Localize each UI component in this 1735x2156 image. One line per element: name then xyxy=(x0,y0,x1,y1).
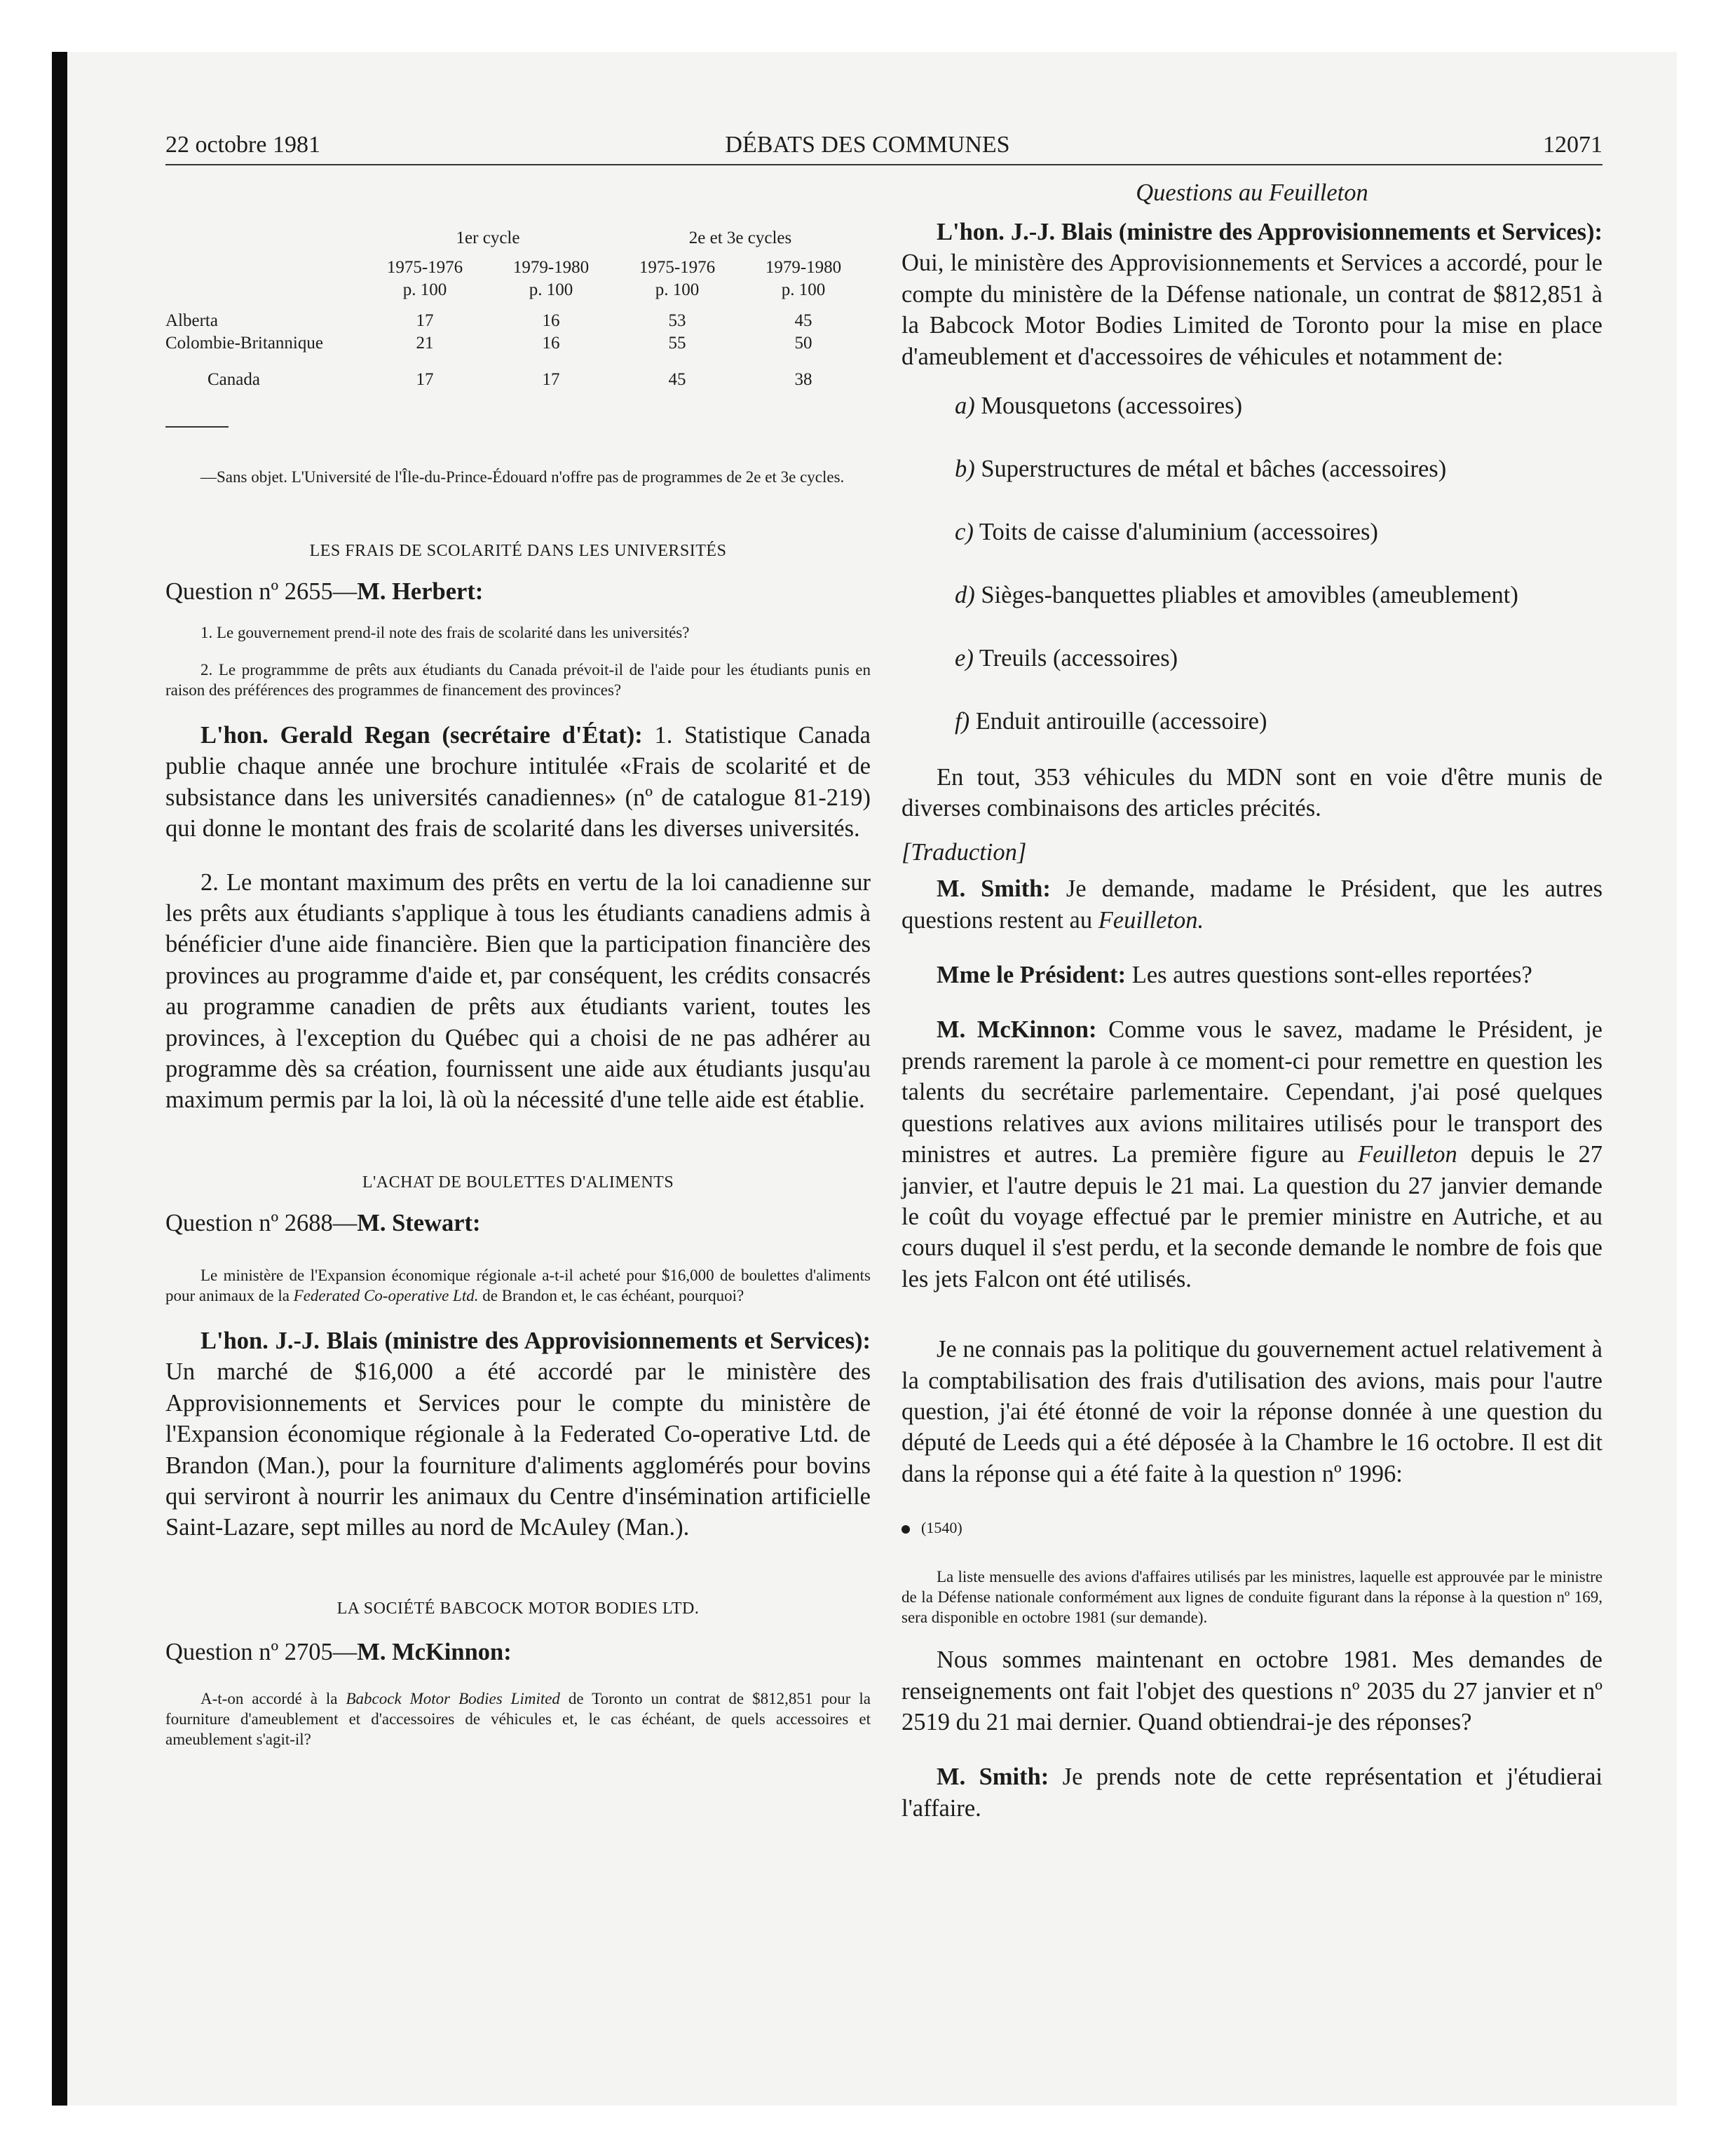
question-number: Question nº 2705— xyxy=(165,1638,358,1665)
question-line xyxy=(165,576,871,607)
time-marker-text: (1540) xyxy=(921,1519,962,1537)
list-item xyxy=(901,517,1603,547)
answer-paragraph xyxy=(901,217,1603,372)
right-column xyxy=(901,179,1603,1824)
table-cell: 45 xyxy=(668,370,686,389)
left-column xyxy=(165,175,871,1749)
speech-text: Les autres questions sont-elles reportées? xyxy=(1131,962,1532,989)
table-row xyxy=(165,300,866,331)
bullet-icon xyxy=(901,1525,910,1534)
speaker-name: M. Smith: xyxy=(937,875,1051,903)
table-cell: 45 xyxy=(794,311,812,330)
question-member: M. Stewart: xyxy=(357,1209,481,1236)
question-text: 2. Le programmme de prêts aux étudiants du Canada prévoit-il de l'aide pour les étudiants punis en raison des préférences des programmes de financement des provinces? xyxy=(165,661,871,699)
list-text: Mousquetons (accessoires) xyxy=(981,393,1243,420)
answer-text: Un marché de $16,000 a été accordé par le ministère des Approvisionnements et Services pour le compte du ministère de l'Expansion économique régionale à la Federated Co-operative Ltd. de Brandon (Man.), pour la fourniture d'aliments agglomérés pour bovins qui serviront à nourrir les animaux du Centre d'insémination artificielle Saint-Lazare, sept milles au nord de McAuley (Man.). xyxy=(165,1358,871,1541)
question-line xyxy=(165,1637,871,1667)
time-marker xyxy=(901,1519,1603,1537)
speech-text: Comme vous le savez, madame le Président, je prends rarement la parole à ce moment-ci pour remettre en question les talents du secrétaire parlementaire. Cependant, j'ai posé quelques questions relatives aux avions militaires utilisés pour le transport des ministres et autres. La première figure au xyxy=(901,1016,1603,1168)
answer-text: Oui, le ministère des Approvisionnements et Services a accordé, pour le compte du ministère de la Défense nationale, un contrat de $812,851 à la Babcock Motor Bodies Limited de Toronto pour la mise en place d'ameublement et d'accessoires de véhicules et notamment de: xyxy=(901,250,1603,370)
answer-text: 1. Statistique Canada publie chaque année une brochure intitulée «Frais de scolarité et de subsistance dans les universités canadiennes» (nº de catalogue 81-219) qui donne le montant des frais de scolarité dans les diverses universités. xyxy=(165,722,871,842)
speech-paragraph xyxy=(901,873,1603,936)
table-row-label: Alberta xyxy=(165,311,218,330)
question-text xyxy=(165,1688,871,1749)
question-text-part: Le ministère de l'Expansion économique régionale a-t-il acheté pour $16,000 de boulettes d'aliments pour animaux de la xyxy=(165,1266,871,1304)
question-text-part: de Brandon et, le cas échéant, pourquoi? xyxy=(478,1286,744,1304)
speech-text: Je prends note de cette représentation et j'étudierai l'affaire. xyxy=(901,1763,1603,1822)
table-cell: 53 xyxy=(668,311,686,330)
summary-paragraph: En tout, 353 véhicules du MDN sont en voie d'être munis de diverses combinaisons des articles précités. xyxy=(901,764,1603,822)
table-cell: 17 xyxy=(416,370,434,389)
list-item xyxy=(901,580,1603,610)
table-year: 1975-1976 xyxy=(639,258,716,277)
quoted-answer: La liste mensuelle des avions d'affaires utilisés par les ministres, laquelle est approuvée par le ministre de la Défense nationale conformément aux lignes de conduite figurant dans la réponse à la question nº 169, sera disponible en octobre 1981 (sur demande). xyxy=(901,1568,1603,1627)
list-letter: b) xyxy=(955,456,975,483)
table-unit: p. 100 xyxy=(781,280,826,299)
table-group-header xyxy=(165,226,866,248)
company-name: Federated Co-operative Ltd. xyxy=(293,1286,479,1304)
speaker-name: L'hon. J.-J. Blais (ministre des Approvisionnements et Services): xyxy=(937,219,1603,245)
speech-paragraph xyxy=(901,1761,1603,1824)
question-number: Question nº 2688— xyxy=(165,1209,358,1236)
list-text: Toits de caisse d'aluminium (accessoires) xyxy=(979,519,1378,546)
list-letter: e) xyxy=(955,645,974,672)
table-row xyxy=(165,353,866,390)
section-heading: L'ACHAT DE BOULETTES D'ALIMENTS xyxy=(362,1173,674,1192)
table-unit-row xyxy=(165,278,866,300)
list-letter: c) xyxy=(955,519,974,546)
table-cell: 17 xyxy=(416,311,434,330)
accessory-list xyxy=(901,390,1603,737)
list-text: Sièges-banquettes pliables et amovibles (ameublement) xyxy=(981,582,1518,609)
question-text-part: A-t-on accordé à la xyxy=(200,1689,346,1707)
table-row-label: Colombie-Britannique xyxy=(165,334,323,353)
list-letter: d) xyxy=(955,582,975,609)
translation-marker: [Traduction] xyxy=(901,838,1027,866)
table-year-row xyxy=(165,248,866,278)
table-row-label: Canada xyxy=(207,370,260,389)
speaker-name: L'hon. Gerald Regan (secrétaire d'État): xyxy=(200,722,643,749)
question-number: Question nº 2655— xyxy=(165,578,358,605)
speech-text: depuis le 27 janvier, et l'autre depuis le 21 mai. La question du 27 janvier demande le coût du voyage effectué par le premier ministre en Autriche, et au cours duquel il s'est perdu, et la seconde demande le nombre de fois que les jets Falcon ont été utilisés. xyxy=(901,1141,1603,1292)
speaker-name: M. McKinnon: xyxy=(937,1016,1097,1044)
list-text: Treuils (accessoires) xyxy=(979,645,1178,672)
question-text: 1. Le gouvernement prend-il note des frais de scolarité dans les universités? xyxy=(200,624,690,641)
table-unit: p. 100 xyxy=(402,280,447,299)
header-date: 22 octobre 1981 xyxy=(165,132,320,158)
list-item xyxy=(901,390,1603,421)
question-text xyxy=(165,1265,871,1306)
table-cell: 16 xyxy=(542,334,560,353)
table-year: 1975-1976 xyxy=(386,258,463,277)
speech-italic: Feuilleton xyxy=(1358,1141,1457,1168)
table-unit: p. 100 xyxy=(529,280,573,299)
answer-paragraph xyxy=(165,1325,871,1543)
table-footnote: —Sans objet. L'Université de l'Île-du-Prince-Édouard n'offre pas de programmes de 2e et 3e cycles. xyxy=(200,468,845,486)
table-row xyxy=(165,331,866,353)
question-member: M. McKinnon: xyxy=(357,1638,512,1665)
question-member: M. Herbert: xyxy=(357,578,484,605)
list-item xyxy=(901,643,1603,674)
question-text-part: de Toronto un contrat de $812,851 pour la fourniture d'ameublement et d'accessoires de véhicules et, le cas échéant, de quels accessoires et ameublement s'agit-il? xyxy=(165,1689,871,1748)
table-cell: 55 xyxy=(668,334,686,353)
speech-paragraph: Nous sommes maintenant en octobre 1981. Mes demandes de renseignements ont fait l'objet des questions nº 2035 du 27 janvier et nº 2519 du 21 mai dernier. Quand obtiendrai-je des réponses? xyxy=(901,1646,1603,1735)
section-heading: Questions au Feuilleton xyxy=(1136,179,1368,206)
table-cell: 21 xyxy=(416,334,434,353)
speaker-name: M. Smith: xyxy=(937,1763,1049,1791)
question-line xyxy=(165,1208,871,1239)
table-cell: 16 xyxy=(542,311,560,330)
list-text: Enduit antirouille (accessoire) xyxy=(975,708,1267,735)
speech-paragraph xyxy=(901,1014,1603,1295)
table-cell: 50 xyxy=(794,334,812,353)
tuition-table xyxy=(165,226,866,390)
list-item xyxy=(901,453,1603,484)
table-group-1: 1er cycle xyxy=(456,228,520,247)
section-heading: LA SOCIÉTÉ BABCOCK MOTOR BODIES LTD. xyxy=(336,1599,700,1618)
table-year: 1979-1980 xyxy=(512,258,590,277)
speaker-name: Mme le Président: xyxy=(937,962,1127,989)
list-item xyxy=(901,706,1603,737)
table-unit: p. 100 xyxy=(655,280,700,299)
answer-paragraph: 2. Le montant maximum des prêts en vertu de la loi canadienne sur les prêts aux étudiants s'applique à tous les étudiants canadiens admis à bénéficier d'une aide financière. Bien que la participation financière des provinces au programme d'aide et, par conséquent, les crédits consacrés au programme canadien de prêts aux étudiants varient, toutes les provinces, à l'exception du Québec qui a choisi de ne pas adhérer au programme dès sa création, fournissent une aide aux étudiants jusqu'au maximum permis par la loi, là où la nécessité d'une telle aide est établie. xyxy=(165,868,871,1114)
list-letter: f) xyxy=(955,708,970,735)
section-heading: LES FRAIS DE SCOLARITÉ DANS LES UNIVERSITÉS xyxy=(309,542,727,560)
header-title: DÉBATS DES COMMUNES xyxy=(725,132,1010,158)
speech-paragraph: Je ne connais pas la politique du gouvernement actuel relativement à la comptabilisation des frais d'utilisation des avions, mais pour l'autre question, j'ai été étonné de voir la réponse donnée à une question du député de Leeds qui a été déposée à la Chambre le 16 octobre. Il est dit dans la réponse qui a été faite à la question nº 1996: xyxy=(901,1336,1603,1487)
speaker-name: L'hon. J.-J. Blais (ministre des Approvisionnements et Services): xyxy=(200,1327,871,1354)
header-rule xyxy=(165,164,1603,165)
table-group-2: 2e et 3e cycles xyxy=(688,228,792,247)
table-year: 1979-1980 xyxy=(765,258,842,277)
table-cell: 38 xyxy=(794,370,812,389)
answer-paragraph xyxy=(165,720,871,845)
table-cell: 17 xyxy=(542,370,560,389)
speech-text: Je demande, madame le Président, que les autres questions restent au xyxy=(901,875,1603,934)
list-letter: a) xyxy=(955,393,975,420)
company-name: Babcock Motor Bodies Limited xyxy=(346,1689,560,1707)
speech-paragraph xyxy=(901,960,1603,990)
list-text: Superstructures de métal et bâches (accessoires) xyxy=(981,456,1447,483)
scan-binding-edge xyxy=(52,52,67,2106)
table-footnote-rule xyxy=(165,426,229,428)
speech-italic: Feuilleton. xyxy=(1098,906,1204,934)
header-page-number: 12071 xyxy=(1543,132,1603,158)
